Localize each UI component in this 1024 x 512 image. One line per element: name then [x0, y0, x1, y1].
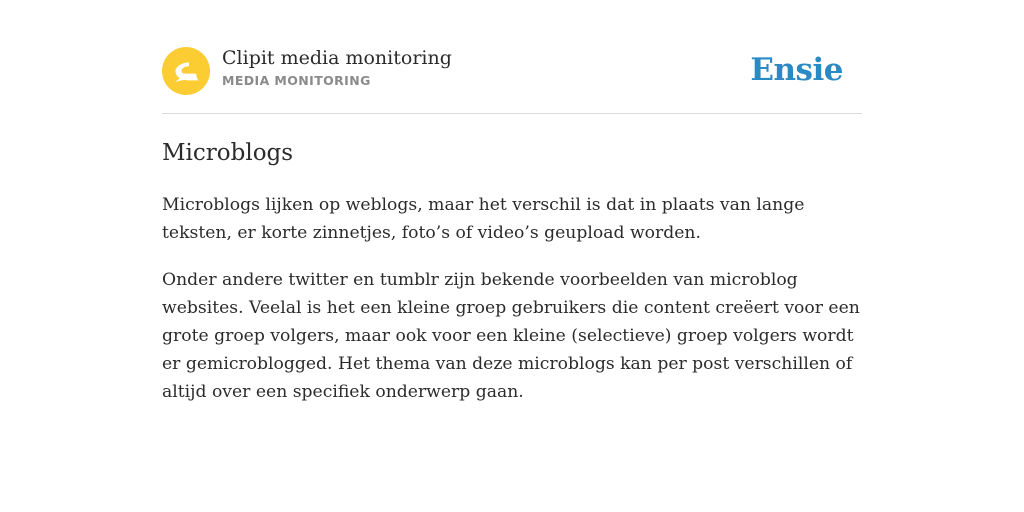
author-name[interactable]: Clipit media monitoring: [222, 47, 452, 69]
author-avatar: [162, 47, 210, 95]
definition-card: [162, 46, 862, 406]
author-subtitle: MEDIA MONITORING: [222, 73, 371, 88]
card-header: [162, 46, 862, 114]
article-title: Microblogs: [162, 140, 294, 166]
article-paragraph: Onder andere twitter en tumblr zijn bekende voorbeelden van microblog websites. Veelal is het een kleine groep gebruikers die content creëert voor een grote groep volgers, maar ook voor een kleine (selectieve) groep volgers wordt er gemicroblogged. Het thema van deze microblogs kan per post verschillen of altijd over een specifiek onderwerp gaan.: [162, 270, 860, 402]
speech-bubble-icon: [162, 47, 210, 95]
article-paragraph: Microblogs lijken op weblogs, maar het verschil is dat in plaats van lange teksten, er korte zinnetjes, foto’s of video’s geupload worden.: [162, 195, 805, 243]
author-block: [222, 46, 452, 90]
brand-logo[interactable]: Ensie: [750, 52, 843, 88]
